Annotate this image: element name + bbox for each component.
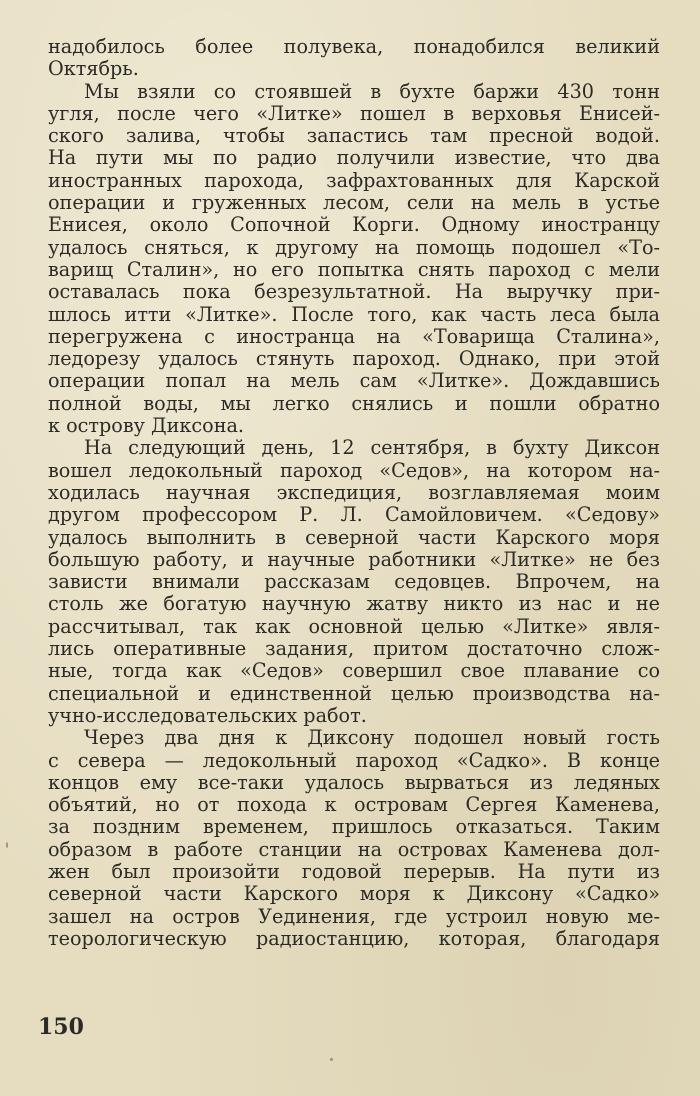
text-line: варищ Сталин», но его попытка снять пароход с мели [48, 258, 660, 281]
text-line: за поздним временем, пришлось отказаться. Таким [48, 816, 660, 839]
text-line: рассчитывал, так как основной целью «Литке» явля- [48, 615, 660, 638]
paper-speck [6, 842, 8, 848]
text-line: зашел на остров Уединения, где устроил новую ме- [48, 905, 660, 928]
text-line: концов ему все-таки удалось вырваться из ледяных [48, 771, 660, 794]
text-line: столь же богатую научную жатву никто из нас и не [48, 593, 660, 616]
text-line: полной воды, мы легко снялись и пошли обратно [48, 392, 660, 415]
text-line: специальной и единственной целью производства на- [48, 682, 660, 705]
text-line: ского залива, чтобы запастись там пресной водой. [48, 125, 660, 148]
text-line: угля, после чего «Литке» пошел в верховья Енисей- [48, 102, 660, 125]
text-line: операции попал на мель сам «Литке». Дождавшись [48, 370, 660, 393]
text-line: ледорезу удалось стянуть пароход. Однако, при этой [48, 348, 660, 371]
text-line: к острову Диксона. [48, 415, 245, 438]
text-line: образом в работе станции на островах Каменева дол- [48, 838, 660, 861]
text-line: На следующий день, 12 сентября, в бухту Диксон [84, 437, 660, 460]
paper-speck [330, 1058, 333, 1061]
text-line: удалось сняться, к другому на помощь подошел «То- [48, 236, 660, 259]
text-line: жен был произойти годовой перерыв. На пути из [48, 860, 660, 883]
text-line: Енисея, около Сопочной Корги. Одному иностранцу [48, 214, 660, 237]
text-line: учно-исследовательских работ. [48, 704, 367, 727]
text-line: Октябрь. [48, 58, 139, 81]
text-line: удалось выполнить в северной части Карского моря [48, 526, 660, 549]
text-line: с севера — ледокольный пароход «Садко». В конце [48, 749, 660, 772]
text-line: оставалась пока безрезультатной. На выручку при- [48, 281, 660, 304]
text-line: ходилась научная экспедиция, возглавляемая моим [48, 481, 660, 504]
text-line: Через два дня к Диксону подошел новый гость [84, 727, 660, 750]
text-line: иностранных парохода, зафрахтованных для Карской [48, 169, 660, 192]
text-line: перегружена с иностранца на «Товарища Сталина», [48, 325, 660, 348]
text-line: Мы взяли со стоявшей в бухте баржи 430 тонн [84, 80, 660, 103]
text-line: вошел ледокольный пароход «Седов», на котором на- [48, 459, 660, 482]
text-line: большую работу, и научные работники «Литке» не без [48, 548, 660, 571]
body-text [48, 36, 660, 950]
text-line: На пути мы по радио получили известие, что два [48, 147, 660, 170]
text-line: ные, тогда как «Седов» совершил свое плавание со [48, 660, 660, 683]
page-number: 150 [38, 1014, 84, 1040]
text-line: зависти внимали рассказам седовцев. Впрочем, на [48, 571, 660, 594]
text-line: шлось итти «Литке». После того, как часть леса была [48, 303, 660, 326]
text-line: северной части Карского моря к Диксону «Садко» [48, 883, 660, 906]
text-line: надобилось более полувека, понадобился великий [48, 36, 660, 58]
text-line: другом профессором Р. Л. Самойловичем. «Седову» [48, 504, 660, 527]
text-line: лись оперативные задания, притом достаточно слож- [48, 638, 660, 661]
text-line: теорологическую радиостанцию, которая, благодаря [48, 927, 660, 950]
text-line: операции и груженных лесом, сели на мель в устье [48, 192, 660, 215]
text-line: объятий, но от похода к островам Сергея Каменева, [48, 794, 660, 817]
